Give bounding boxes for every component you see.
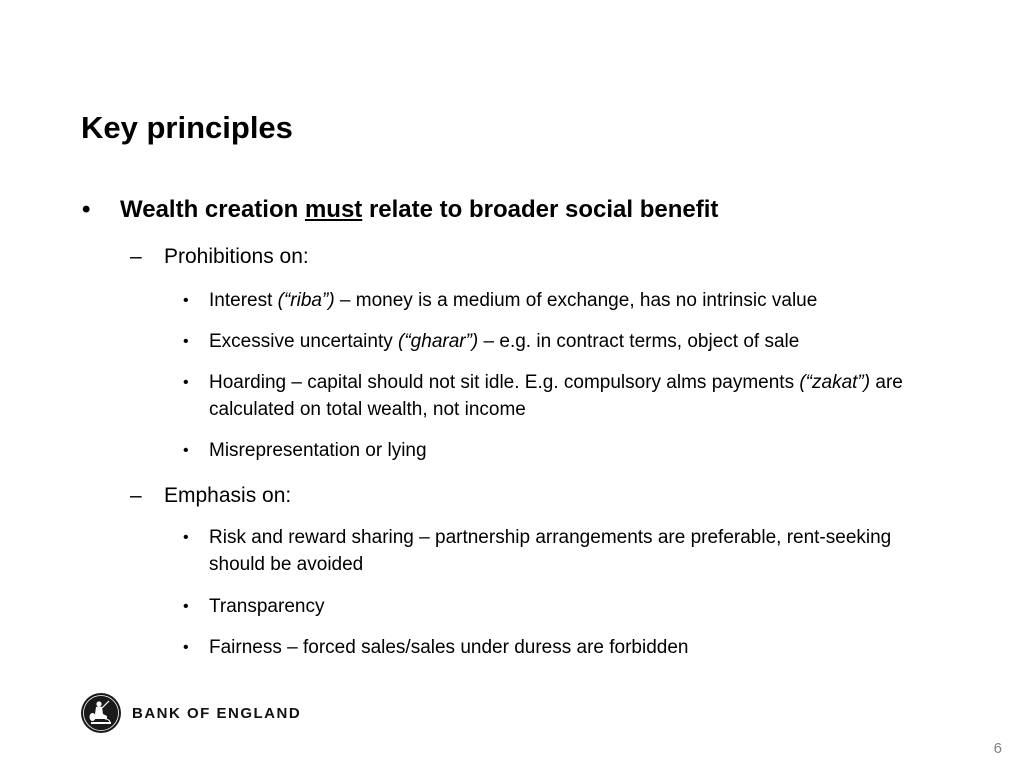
bank-seal-icon [80,692,122,734]
dash-marker: – [130,245,142,268]
bullet-marker: • [183,639,189,656]
emphasis-word: must [304,196,363,223]
logo-text: BANK OF ENGLAND [132,704,302,722]
main-bullet-text: Wealth creation must relate to broader social benefit [120,196,719,223]
emphasis-label: Emphasis on: [164,484,292,507]
dash-marker: – [130,484,142,507]
list-item-text: Misrepresentation or lying [209,440,427,461]
list-item-text: Risk and reward sharing – partnership arrangements are preferable, rent-seeking should be avoided [209,527,892,575]
slide-title: Key principles [81,110,293,145]
prohibitions-label: Prohibitions on: [164,245,309,268]
bullet-marker: • [183,598,189,615]
bullet-marker: • [82,196,91,223]
bullet-marker: • [183,374,189,391]
page-number: 6 [993,740,1002,757]
list-item-text: Fairness – forced sales/sales under duress are forbidden [209,637,689,658]
bank-of-england-logo [80,692,301,734]
list-item-text: Excessive uncertainty (“gharar”) – e.g. in contract terms, object of sale [209,331,800,352]
list-item-text: Interest (“riba”) – money is a medium of exchange, has no intrinsic value [209,290,818,311]
bullet-marker: • [183,333,189,350]
list-item-text: Transparency [209,596,325,617]
bullet-marker: • [183,292,189,309]
list-item-text: Hoarding – capital should not sit idle. E.g. compulsory alms payments (“zakat”) are calculated on total wealth, not income [209,372,903,420]
bullet-marker: • [183,442,189,459]
bullet-marker: • [183,529,189,546]
